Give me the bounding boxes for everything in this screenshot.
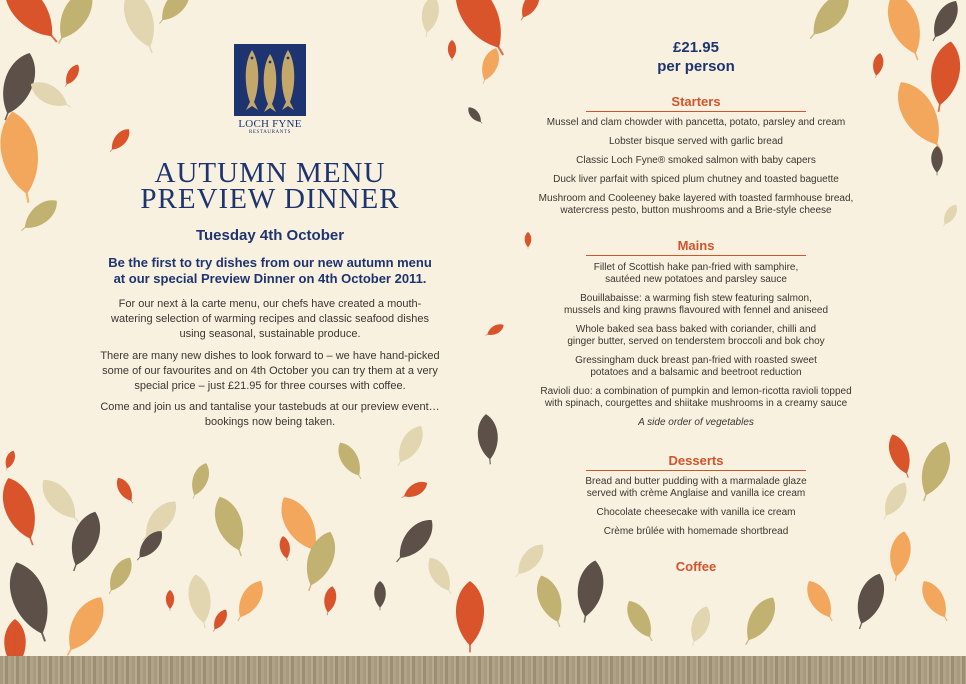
menu-item-line: Gressingham duck breast pan-fried with roasted sweet [575,355,817,366]
price-block [596,38,796,76]
leaf-icon [48,0,101,50]
offer-paragraph [90,349,450,394]
leaf-icon [801,0,856,46]
leaf-icon [912,438,957,506]
menu-item [510,174,882,186]
leaf-icon [531,572,570,631]
leaf-icon [877,479,912,524]
fish-icon [234,44,306,116]
leaf-icon [209,607,230,634]
menu-item [510,507,882,519]
paragraph-line: bookings now being taken. [204,416,336,428]
leaf-icon [939,202,960,229]
menu-item-line: Mussel and clam chowder with pancetta, potato, parsley and cream [546,117,846,128]
menu-item [510,117,882,129]
paragraph-line: For our next à la carte menu, our chefs have created a mouth- [118,298,422,310]
leaf-icon [483,321,505,339]
menu-item [510,136,882,148]
menu-item [510,355,882,379]
leaf-icon [35,473,87,529]
leaf-icon [56,591,112,662]
intro-line: Be the first to try dishes from our new autumn menu [108,255,432,270]
leaf-icon [849,570,891,633]
menu-item-line: Whole baked sea bass baked with coriander, chilli and [575,324,817,335]
paragraph-line: some of our favourites and on 4th October you can try them at a very [102,365,438,377]
menu-item-line: ginger butter, served on tenderstem broccoli and bok choy [567,336,825,347]
starters-heading: Starters [586,94,806,112]
leaf-icon [476,46,503,87]
mains-heading: Mains [586,238,806,256]
logo-wordmark: LOCH FYNE [238,118,302,130]
menu-item [510,262,882,286]
menu-item-line: served with crème Anglaise and vanilla ice cream [586,488,806,499]
leaf-icon [61,62,82,89]
ground-strip [0,656,966,684]
paragraph-line: Come and join us and tantalise your tastebuds at our preview event… [100,401,440,413]
price-amount: £21.95 [673,39,719,56]
logo-subtitle: RESTAURANTS [248,130,292,135]
coffee-heading: Coffee [675,559,717,574]
leaf-icon [322,585,338,616]
leaf-icon [476,413,500,465]
leaf-icon [685,603,715,648]
menu-item [510,324,882,348]
menu-item-line: potatoes and a balsamic and beetroot reduction [590,367,802,378]
leaf-icon [884,431,917,481]
desserts-list [510,476,882,545]
menu-item-line: Duck liver parfait with spiced plum chutney and toasted baguette [553,174,839,185]
menu-item-line: Fillet of Scottish hake pan-fried with samphire, [593,262,799,273]
event-date: Tuesday 4th October [195,227,345,244]
leaf-icon [465,105,485,126]
paragraph-line: using seasonal, sustainable produce. [179,328,361,340]
menu-item [510,476,882,500]
menu-item-line: watercress pesto, button mushrooms and a Brie-style cheese [560,205,832,216]
leaf-icon [208,493,253,561]
menu-item-line: Chocolate cheesecake with vanilla ice cream [596,507,796,518]
menu-item [510,526,882,538]
leaf-icon [186,461,213,502]
side-order-note [510,417,882,429]
title-line: AUTUMN MENU [154,157,386,189]
leaf-icon [106,126,134,156]
leaf-icon [62,508,107,576]
menu-item-line: Classic Loch Fyne® smoked salmon with baby capers [576,155,816,166]
menu-item-line: with spinach, courgettes and shiitake mushrooms in a creamy sauce [544,398,848,409]
logo-fish-emblem [234,44,306,116]
leaf-icon [621,596,660,645]
leaf-icon [925,0,964,45]
leaf-icon [117,0,165,58]
loch-fyne-logo [233,44,307,136]
leaf-icon [0,109,46,206]
menu-item-line: Bouillabaisse: a warming fish stew featuring salmon, [580,293,812,304]
menu-item-line: sautéed new potatoes and parsley sauce [605,274,787,285]
leaf-icon [525,232,532,249]
leaf-icon [886,530,914,583]
menu-item-line: Lobster bisque served with garlic bread [609,136,783,147]
leaf-icon [278,535,292,562]
menu-item-line: Mushroom and Cooleeney bake layered with toasted farmhouse bread, [538,193,854,204]
leaf-icon [230,576,269,625]
leaf-icon [185,573,216,630]
menu-item [510,193,882,217]
leaf-icon [166,590,174,611]
menu-item-line: Bread and butter pudding with a marmalade glaze [585,476,807,487]
leaf-icon [871,52,885,79]
leaf-icon [16,194,63,238]
price-per-person: per person [657,58,735,75]
leaf-icon [736,592,782,650]
leaf-icon [916,576,955,625]
leaf-icon [333,439,368,484]
leaf-icon [448,40,456,61]
leaf-icon [510,539,550,582]
menu-item [510,155,882,167]
menu-item-line: Crème brûlée with homemade shortbread [603,526,789,537]
title-line: PREVIEW DINNER [140,183,400,215]
menu-item [510,386,882,410]
menu-item-line: A side order of vegetables [638,417,754,428]
leaf-icon [152,0,196,29]
menu-item [510,293,882,317]
leaf-icon [102,554,137,599]
paragraph-line: special price – just £21.95 for three courses with coffee. [134,380,406,392]
intro-text [90,255,450,287]
paragraph-line: watering selection of warming recipes and classic seafood dishes [111,313,429,325]
booking-paragraph [90,400,450,430]
leaf-icon [515,0,543,24]
leaf-icon [0,473,46,550]
leaf-icon [113,475,138,506]
menu-item-line: mussels and king prawns flavoured with fennel and aniseed [563,305,829,316]
desserts-heading: Desserts [586,453,806,471]
leaf-icon [801,576,840,625]
menu-item-line: Ravioli duo: a combination of pumpkin and lemon-ricotta ravioli topped [540,386,852,397]
leaf-icon [374,581,386,610]
page-title [90,157,450,215]
leaf-icon [880,0,931,65]
leaf-icon [399,478,430,503]
leaf-icon [456,581,484,652]
paragraph-line: There are many new dishes to look forward to – we have hand-picked [100,350,440,362]
intro-line: at our special Preview Dinner on 4th October 2011. [113,271,427,286]
leaf-icon [418,0,442,38]
leaf-icon [0,0,69,52]
starters-list [510,117,882,224]
leaf-icon [2,449,17,472]
leaf-icon [423,554,458,599]
mains-list [510,262,882,436]
description-paragraph [90,297,450,342]
